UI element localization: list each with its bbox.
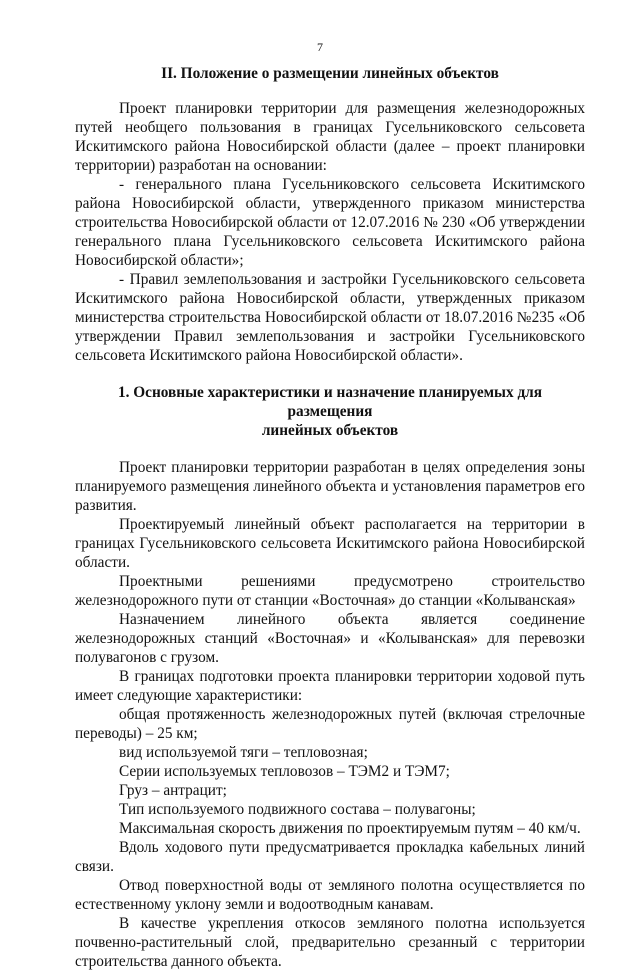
characteristic-locomotive-series: Серии используемых тепловозов – ТЭМ2 и ТЭМ7; (119, 763, 450, 780)
document-body (75, 64, 585, 971)
paragraph-purpose: Проект планировки территории разработан в целях определения зоны планируемого размещения линейного объекта и установления параметров его развития. (75, 459, 585, 514)
page-number: 7 (317, 40, 323, 54)
subsection-title (75, 383, 585, 440)
paragraph-communication-lines: Вдоль ходового пути предусматривается прокладка кабельных линий связи. (75, 839, 585, 875)
paragraph-construction: Проектными решениями предусмотрено строительство железнодорожного пути от станции «Восточная» до станции «Колыванская» (75, 573, 585, 609)
paragraph-location: Проектируемый линейный объект располагается на территории в границах Гусельниковского сельсовета Искитимского района Новосибирской области. (75, 516, 585, 571)
paragraph-drainage: Отвод поверхностной воды от земляного полотна осуществляется по естественному уклону земли и водоотводным канавам. (75, 877, 585, 913)
characteristic-traction-type: вид используемой тяги – тепловозная; (119, 744, 368, 761)
characteristic-max-speed: Максимальная скорость движения по проектируемым путям – 40 км/ч. (119, 820, 581, 837)
section-title: II. Положение о размещении линейных объектов (161, 65, 499, 82)
basis-item-general-plan: - генерального плана Гусельниковского сельсовета Искитимского района Новосибирской области, утвержденного приказом министерства строительства Новосибирской области от 12.07.2016 № 230 «Об утверждении генерального плана Гусельниковского сельсовета Искитимского района Новосибирской области»; (75, 176, 585, 269)
paragraph-function: Назначением линейного объекта является соединение железнодорожных станций «Восточная» и «Колыванская» для перевозки полувагонов с грузом. (75, 611, 585, 666)
characteristic-track-length: общая протяженность железнодорожных путей (включая стрелочные переводы) – 25 км; (75, 706, 585, 742)
subsection-title-line2: линейных объектов (261, 422, 399, 439)
section-intro-paragraph: Проект планировки территории для размещения железнодорожных путей необщего пользования в границах Гусельниковского сельсовета Искитимского района Новосибирской области (далее – проект планировки территории) разработан на основании: (75, 100, 585, 174)
basis-item-land-use-rules: - Правил землепользования и застройки Гусельниковского сельсовета Искитимского района Новосибирской области, утвержденных приказом министерства строительства Новосибирской области от 18.07.2016 №235 «Об утверждении Правил землепользования и застройки Гусельниковского сельсовета Искитимского района Новосибирской области». (75, 271, 585, 364)
subsection-title-line1: 1. Основные характеристики и назначение планируемых для размещения (117, 384, 543, 420)
paragraph-characteristics-intro: В границах подготовки проекта планировки территории ходовой путь имеет следующие характеристики: (75, 668, 585, 704)
characteristic-rolling-stock: Тип используемого подвижного состава – полувагоны; (119, 801, 476, 818)
paragraph-slope-reinforcement: В качестве укрепления откосов земляного полотна используется почвенно-растительный слой, предварительно срезанный с территории строительства данного объекта. (75, 915, 585, 970)
characteristic-cargo: Груз – антрацит; (119, 782, 227, 799)
